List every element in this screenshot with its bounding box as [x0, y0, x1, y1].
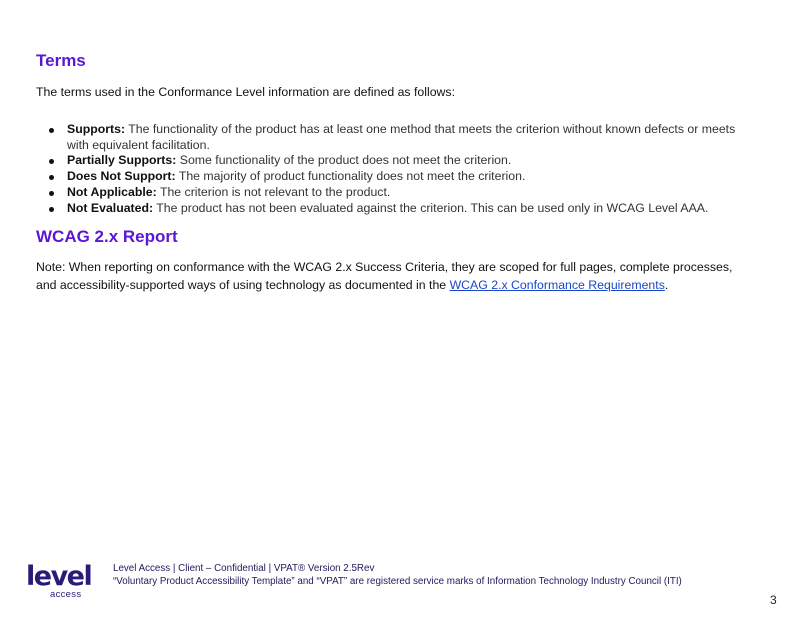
bullet-icon [49, 159, 54, 164]
bullet-icon [49, 175, 54, 180]
wcag-conformance-link[interactable]: WCAG 2.x Conformance Requirements [449, 277, 665, 292]
bullet-icon [49, 207, 54, 212]
logo-subtitle: access [50, 589, 82, 600]
footer-text [113, 562, 682, 588]
terms-intro: The terms used in the Conformance Level information are defined as follows: [36, 85, 455, 99]
page-number: 3 [770, 593, 777, 607]
bullet-icon [49, 128, 54, 133]
terms-list [47, 122, 759, 216]
wcag-note [36, 259, 756, 294]
level-access-logo [26, 561, 96, 600]
term-definition: Some functionality of the product does not meet the criterion. [179, 153, 512, 168]
wcag-report-heading: WCAG 2.x Report [36, 227, 178, 246]
term-label: Partially Supports: [67, 153, 177, 168]
wcag-note-end: . [664, 277, 669, 292]
terms-heading: Terms [36, 51, 86, 70]
term-definition: The majority of product functionality does not meet the criterion. [178, 169, 526, 184]
term-definition: The product has not been evaluated against the criterion. This can be used only in WCAG Level AAA. [156, 200, 709, 215]
term-label: Not Evaluated: [67, 200, 154, 215]
wcag-note-text: Note: When reporting on conformance with the WCAG 2.x Success Criteria, they are scoped for full pages, complete processes, and accessibility-supported ways of using technology as documented in the [36, 260, 733, 292]
logo-wordmark: level [26, 561, 92, 592]
list-item [47, 169, 759, 185]
term-label: Not Applicable: [67, 184, 157, 199]
term-label: Supports: [67, 122, 126, 136]
list-item [47, 153, 759, 169]
footer-line-2: “Voluntary Product Accessibility Template” and “VPAT” are registered service marks of Information Technology Industry Council (ITI) [113, 576, 682, 587]
footer-line-1: Level Access | Client – Confidential | VPAT® Version 2.5Rev [113, 563, 375, 574]
term-definition: The functionality of the product has at least one method that meets the criterion without known defects or meets with equivalent facilitation. [67, 122, 736, 152]
term-definition: The criterion is not relevant to the product. [159, 184, 391, 199]
term-label: Does Not Support: [67, 169, 176, 184]
list-item [47, 201, 759, 217]
bullet-icon [49, 191, 54, 196]
list-item [47, 122, 759, 153]
list-item [47, 185, 759, 201]
